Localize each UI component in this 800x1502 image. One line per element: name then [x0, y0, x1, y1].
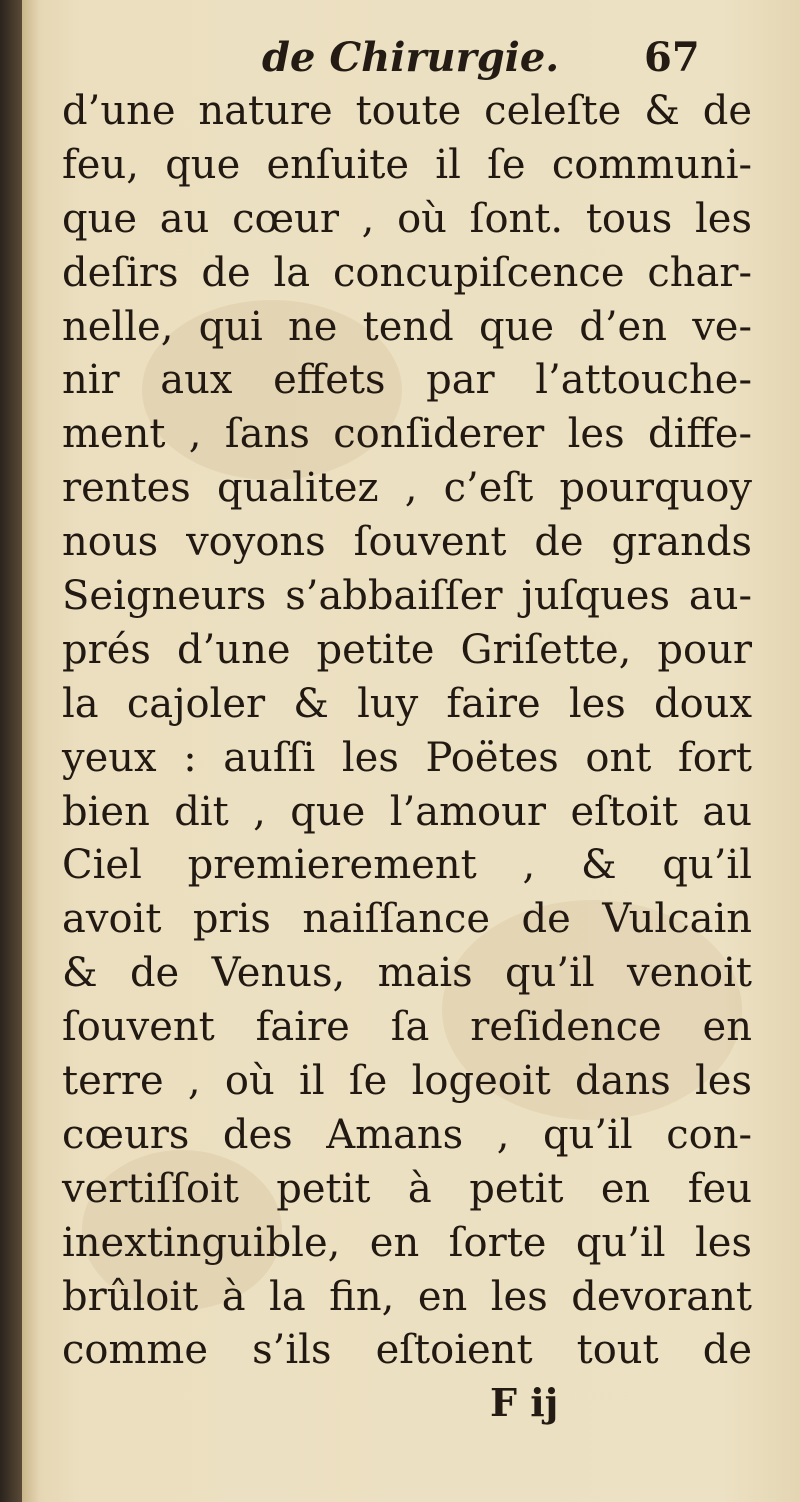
- text-line: comme s’ils eſtoient tout de: [62, 1327, 752, 1374]
- text-line: bien dit , que l’amour eſtoit au: [62, 788, 752, 835]
- text-line: rentes qualitez , c’eſt pourquoy: [62, 465, 752, 512]
- text-line: nir aux effets par l’attouche-: [62, 357, 752, 404]
- text-line: prés d’une petite Griſette, pour: [62, 626, 752, 673]
- text-line: terre , où il ſe logeoit dans les: [62, 1058, 752, 1105]
- page-number: 67: [644, 34, 700, 81]
- text-line: vertiſſoit petit à petit en feu: [62, 1165, 752, 1212]
- text-line: feu, que enſuite il ſe communi-: [62, 141, 752, 188]
- page-header: [22, 30, 800, 90]
- body-text: [62, 85, 752, 1378]
- book-page: [22, 0, 800, 1502]
- text-line: deſirs de la concupiſcence char-: [62, 249, 752, 296]
- text-line: & de Venus, mais qu’il venoit: [62, 950, 752, 997]
- signature-mark: F ij: [490, 1380, 559, 1425]
- text-line: d’une nature toute celeſte & de: [62, 88, 752, 134]
- text-line: que au cœur , où ſont. tous les: [62, 195, 752, 242]
- text-line: avoit pris naiſſance de Vulcain: [62, 896, 752, 943]
- text-line: ment , ſans conſiderer les diffe-: [62, 411, 752, 458]
- text-line: brûloit à la fin, en les devorant: [62, 1273, 752, 1320]
- book-gutter: [0, 0, 22, 1502]
- text-line: Ciel premierement , & qu’il: [62, 842, 752, 889]
- text-line: la cajoler & luy faire les doux: [62, 680, 752, 727]
- text-line: yeux : auſſi les Poëtes ont fort: [62, 734, 752, 781]
- text-line: nous voyons ſouvent de grands: [62, 519, 752, 566]
- text-line: cœurs des Amans , qu’il con-: [62, 1111, 752, 1158]
- running-title: de Chirurgie.: [262, 34, 560, 81]
- text-line: nelle, qui ne tend que d’en ve-: [62, 303, 752, 350]
- text-line: Seigneurs s’abbaiſſer juſques au-: [62, 573, 752, 620]
- text-line: inextinguible, en ſorte qu’il les: [62, 1219, 752, 1266]
- text-line: ſouvent faire ſa reſidence en: [62, 1004, 752, 1051]
